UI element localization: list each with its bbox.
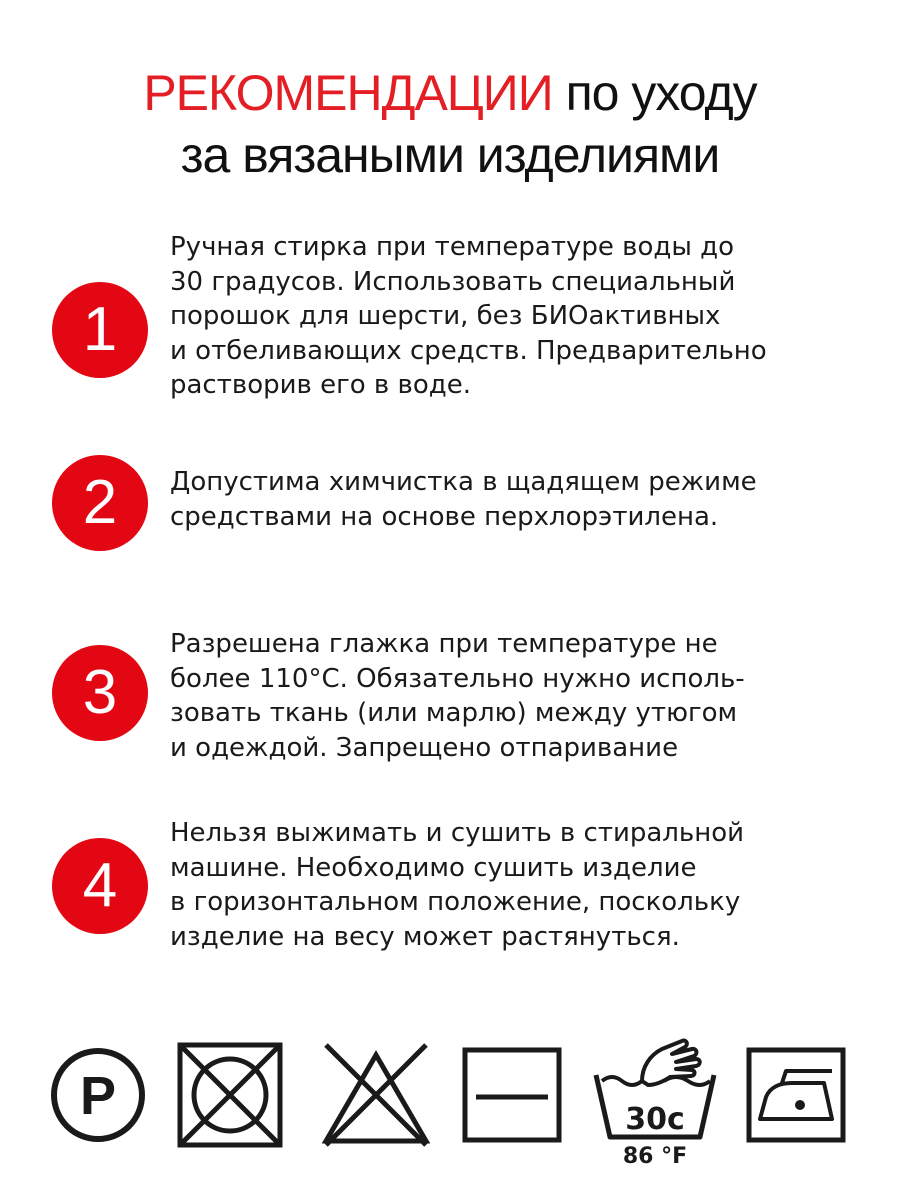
text-line: растворив его в воде. [170,370,471,400]
wash-temp-celsius: 30c [625,1102,685,1137]
text-line: в горизонтальном положение, поскольку [170,887,741,917]
iron-low-icon [746,1047,846,1143]
text-line: зовать ткань (или марлю) между утюгом [170,698,738,728]
text-line: Нельзя выжимать и сушить в стиральной [170,818,745,848]
number-badge-4: 4 [52,838,148,934]
page-title [0,62,900,186]
no-tumble-dry-icon [176,1041,284,1149]
title-accent: РЕКОМЕНДАЦИИ [143,65,553,121]
wash-temp-fahrenheit: 86 °F [622,1144,688,1169]
text-line: машине. Необходимо сушить изделие [170,852,697,883]
dry-flat-icon [462,1047,562,1143]
care-item-3-text [170,627,850,765]
care-item-2-text [170,465,850,534]
care-item-1-text [170,230,850,403]
dry-clean-letter: P [79,1066,117,1126]
text-line: Допустима химчистка в щадящем режиме [170,467,757,497]
number-badge-1: 1 [52,282,148,378]
title-line-2: за вязаными изделиями [180,127,720,183]
text-line: изделие на весу может растянуться. [170,921,680,952]
number-badge-2: 2 [52,455,148,551]
title-rest: по уходу [552,65,757,121]
title-line-1 [0,62,900,124]
text-line: и отбеливающих средств. Предварительно [170,335,767,366]
hand-wash-30-icon [590,1019,720,1169]
text-line: более 110°С. Обязательно нужно исполь- [170,663,745,694]
number-badge-3: 3 [52,645,148,741]
text-line: Разрешена глажка при температуре не [170,629,718,659]
no-bleach-icon [320,1041,432,1149]
care-item-4-text [170,816,850,954]
text-line: и одеждой. Запрещено отпаривание [170,732,679,763]
dry-clean-p-icon [48,1045,148,1145]
text-line: порошок для шерсти, без БИОактивных [170,301,721,331]
care-symbols-row [0,1035,900,1169]
text-line: средствами на основе перхлорэтилена. [170,501,719,532]
text-line: 30 градусов. Использовать специальный [170,266,736,297]
text-line: Ручная стирка при температуре воды до [170,232,735,262]
